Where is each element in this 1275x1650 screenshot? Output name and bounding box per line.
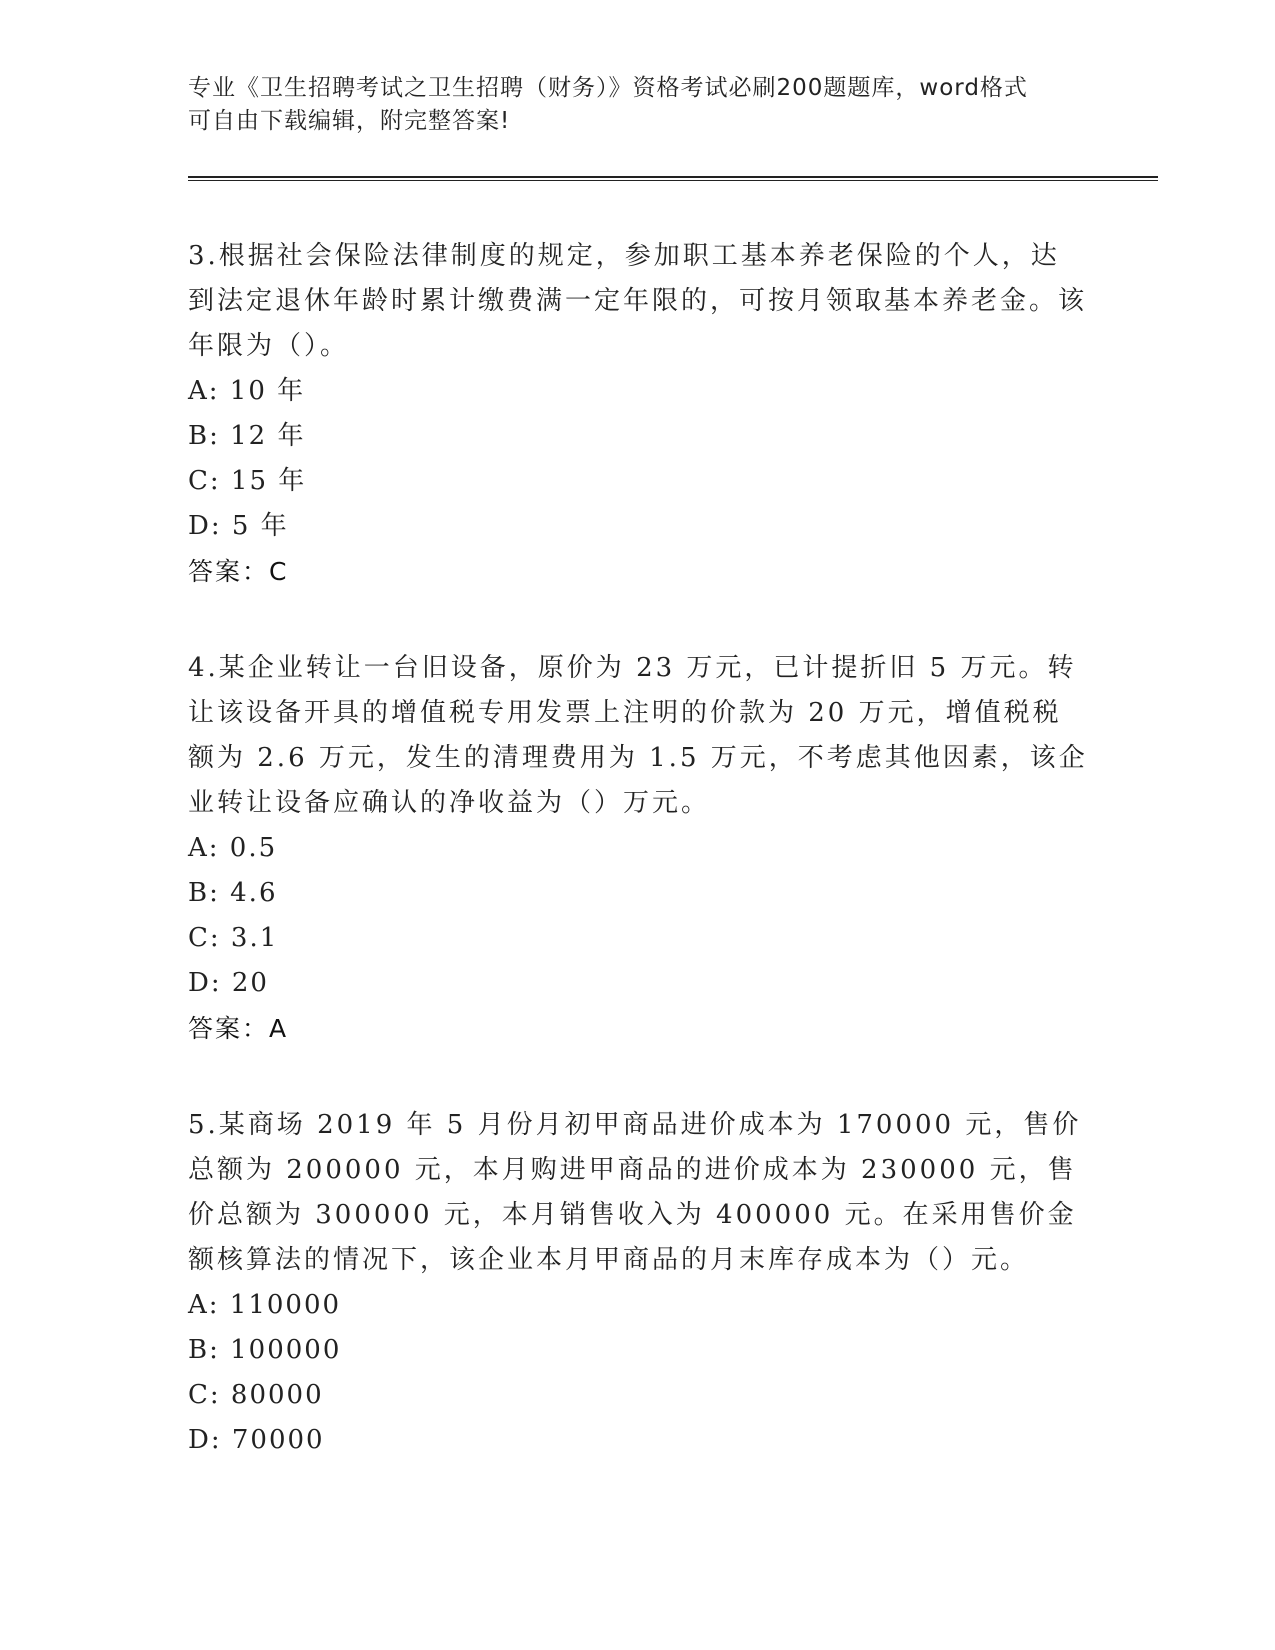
question-4	[188, 646, 1088, 1051]
option-a: A: 0.5	[188, 833, 278, 863]
answer: 答案：A	[188, 1014, 289, 1043]
answer: 答案：C	[188, 557, 289, 586]
option-c: C: 15 年	[188, 466, 307, 496]
option-d: D: 20	[188, 968, 269, 998]
question-stem: 3.根据社会保险法律制度的规定，参加职工基本养老保险的个人，达到法定退休年龄时累计缴费满一定年限的，可按月领取基本养老金。该年限为（）。	[188, 241, 1088, 361]
option-a: A: 110000	[188, 1290, 342, 1320]
header-divider	[188, 176, 1158, 181]
option-c: C: 80000	[188, 1380, 324, 1410]
document-header	[188, 72, 1088, 138]
header-line-2: 可自由下载编辑，附完整答案!	[188, 108, 511, 134]
option-b: B: 4.6	[188, 878, 278, 908]
question-stem: 4.某企业转让一台旧设备，原价为 23 万元，已计提折旧 5 万元。转让该设备开具的增值税专用发票上注明的价款为 20 万元，增值税税额为 2.6 万元，发生的清理费用为 1.5 万元，不考虑其他因素，该企业转让设备应确认的净收益为（）万元。	[188, 653, 1088, 818]
question-5	[188, 1103, 1088, 1463]
header-line-1: 专业《卫生招聘考试之卫生招聘（财务）》资格考试必刷200题题库，word格式	[188, 75, 1028, 101]
option-d: D: 70000	[188, 1425, 325, 1455]
option-b: B: 100000	[188, 1335, 342, 1365]
option-a: A: 10 年	[188, 376, 306, 406]
option-d: D: 5 年	[188, 511, 289, 541]
question-stem: 5.某商场 2019 年 5 月份月初甲商品进价成本为 170000 元，售价总额为 200000 元，本月购进甲商品的进价成本为 230000 元，售价总额为 300000 元，本月销售收入为 400000 元。在采用售价金额核算法的情况下，该企业本月甲商品的月末库存成本为（）元。	[188, 1110, 1082, 1275]
option-b: B: 12 年	[188, 421, 306, 451]
option-c: C: 3.1	[188, 923, 279, 953]
question-3	[188, 234, 1088, 594]
